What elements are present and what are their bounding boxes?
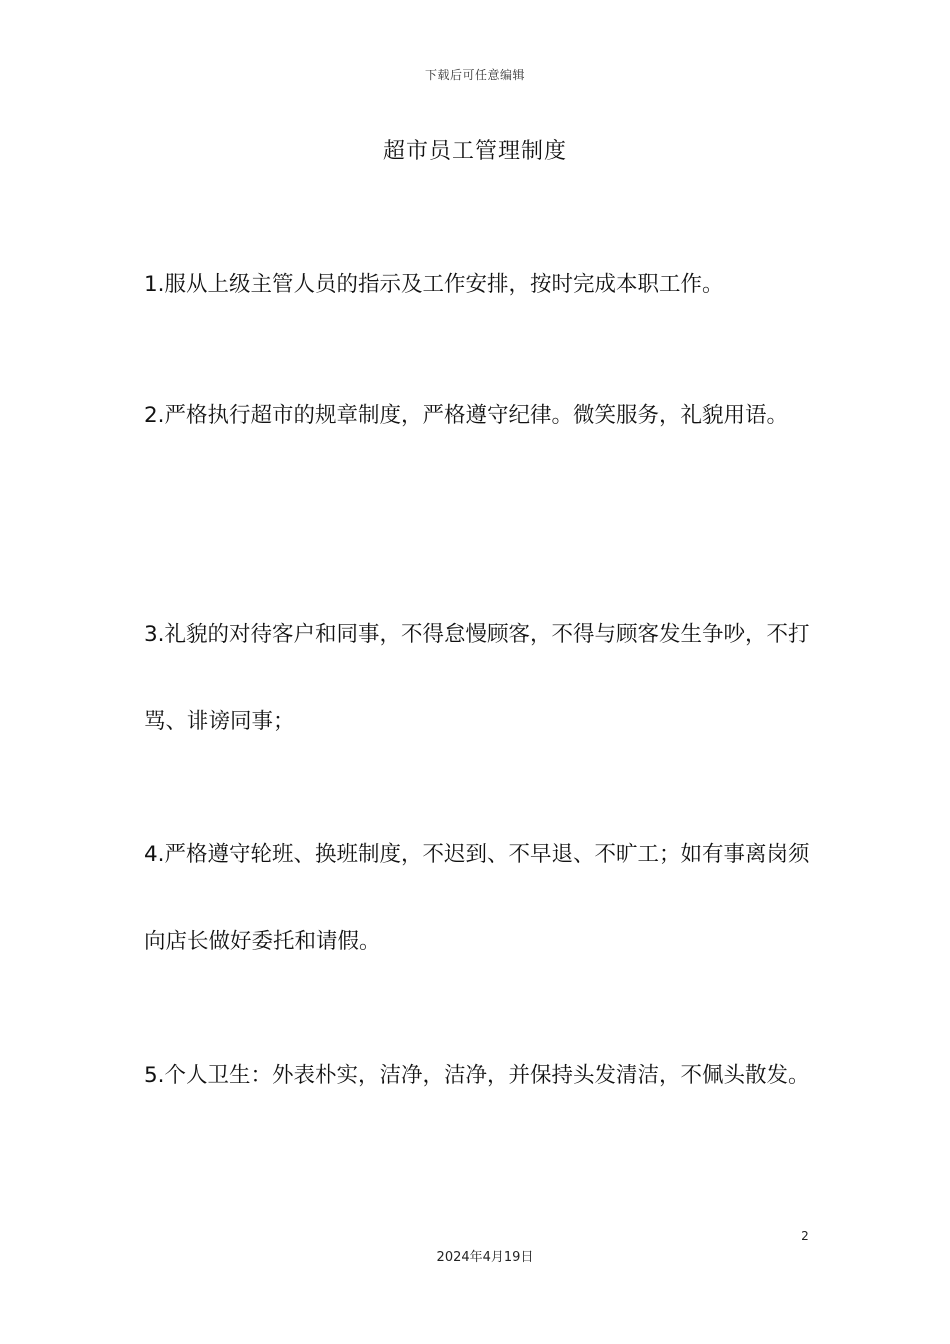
- page-number: 2: [801, 1229, 809, 1243]
- document-title: 超市员工管理制度: [382, 139, 567, 164]
- paragraph-3: 3.礼貌的对待客户和同事，不得怠慢顾客，不得与顾客发生争吵，不打骂、诽谤同事；: [144, 622, 810, 734]
- footer-date: 2024年4月19日: [436, 1250, 534, 1265]
- header-note: 下载后可任意编辑: [424, 68, 525, 82]
- paragraph-1: 1.服从上级主管人员的指示及工作安排，按时完成本职工作。: [144, 272, 724, 297]
- paragraph-2: 2.严格执行超市的规章制度，严格遵守纪律。微笑服务，礼貌用语。: [144, 403, 789, 428]
- paragraph-5: 5.个人卫生：外表朴实，洁净，洁净，并保持头发清洁，不佩头散发。: [144, 1063, 810, 1088]
- paragraph-4: 4.严格遵守轮班、换班制度，不迟到、不早退、不旷工；如有事离岗须向店长做好委托和请假。: [144, 842, 810, 954]
